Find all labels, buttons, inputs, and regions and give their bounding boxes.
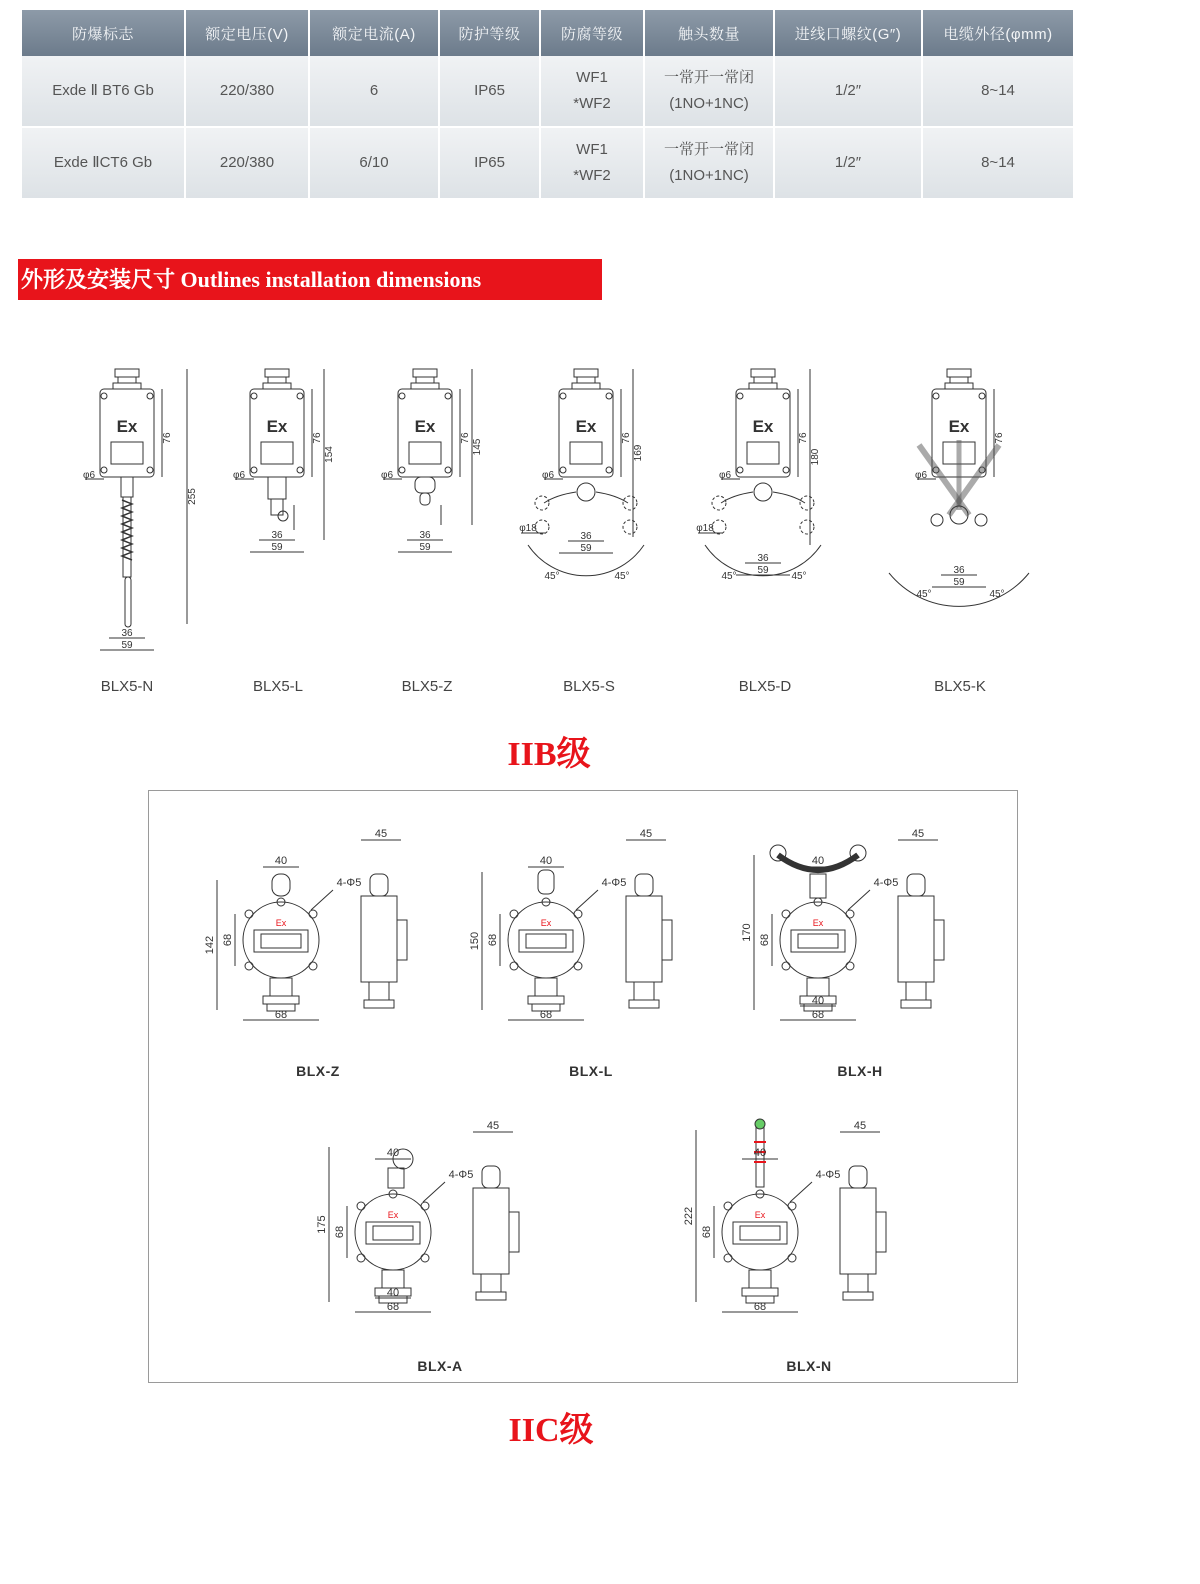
bolt [606,393,612,399]
dim-label: 45 [486,1120,500,1132]
contacts-line: (1NO+1NC) [669,167,749,184]
dim-label: 76 [162,432,173,444]
dim-label: 76 [621,432,632,444]
outline [420,493,430,505]
outline [268,477,286,499]
dim-label: 40 [274,855,288,867]
dim-label: φ6 [914,470,928,481]
anticorrosion-line: *WF2 [573,167,611,184]
header-cell: 电缆外径(φmm) [922,10,1073,56]
outline [754,377,772,383]
outline [115,369,139,377]
bolt [445,393,451,399]
outline [268,377,286,383]
ex-mark: Ex [540,918,552,928]
grade-label-iib: IIB级 [507,736,591,773]
dim-label: 45° [916,589,932,600]
outline [574,369,598,377]
explosion-mark-cell: Exde ⅡCT6 Gb [22,127,185,198]
bolt [399,467,405,473]
bolt [297,467,303,473]
outline [416,377,434,383]
dim-label: φ18 [519,523,537,534]
dim-label: 68 [759,933,771,947]
dim-label: 76 [798,432,809,444]
switch-drawing-s [519,369,644,582]
dim-label: 154 [324,446,335,463]
dim-label: 45° [791,571,807,582]
dim-label: 255 [187,488,198,505]
model-label-blx5-n: BLX5-N [100,678,154,695]
dim-label: φ6 [82,470,96,481]
dim-label: 76 [460,432,471,444]
roller [535,520,549,534]
dim-label: 68 [487,933,499,947]
bolt [101,393,107,399]
outline [950,377,968,383]
roller [577,483,595,501]
dim-label: 40 [753,1147,767,1159]
dim-label: 36 [580,531,592,542]
ex-mark: Ex [575,417,597,436]
roller [975,514,987,526]
bolt [147,393,153,399]
dim-label: 59 [757,565,769,576]
bolt [147,467,153,473]
dim-label: 36 [953,565,965,576]
dim-label: 180 [810,448,821,466]
dim-label: 36 [419,530,431,541]
outline [263,383,291,389]
ex-mark: Ex [387,1210,399,1220]
model-label-blx5-k: BLX5-K [934,678,986,695]
ip-cell: IP65 [439,56,540,127]
roller [712,496,726,510]
outline [413,369,437,377]
thread-cell: 1/2″ [774,56,922,127]
model-label-blx5-l: BLX5-L [252,678,304,695]
dim-label: 45° [544,571,560,582]
dim-label: 59 [271,542,283,553]
ex-mark: Ex [812,918,824,928]
current-cell: 6 [309,56,439,127]
dim-label: 68 [701,1225,713,1239]
dim-label: 59 [580,543,592,554]
bolt [783,393,789,399]
dim-label: 170 [741,923,753,942]
outline [572,383,600,389]
dim-label: 68 [386,1301,400,1313]
dim-label: 45 [639,828,653,840]
outline [271,499,283,515]
dim-label: φ18 [696,523,714,534]
dim-label: 4-Φ5 [601,877,627,889]
outline [113,383,141,389]
dim-label: 40 [811,855,825,867]
dim-label: φ6 [232,470,246,481]
header-cell: 触头数量 [644,10,774,56]
dim-label: 76 [312,432,323,444]
outline [118,377,136,383]
outline [749,383,777,389]
model-label-blx5-d: BLX5-D [738,678,792,695]
dim-label: 45 [853,1120,867,1132]
outline [945,383,973,389]
dim-label: 68 [334,1225,346,1239]
dim-label: 175 [316,1215,328,1234]
cable-cell: 8~14 [922,56,1073,127]
dim-label: 45° [614,571,630,582]
voltage-cell: 220/380 [185,127,309,198]
header-cell: 额定电流(A) [309,10,439,56]
bolt [445,467,451,473]
dim-label: 45 [374,828,388,840]
roller [754,483,772,501]
dim-label: 68 [539,1009,553,1021]
outline [125,577,131,627]
roller [800,520,814,534]
outline [751,369,775,377]
roller [623,520,637,534]
dim-label: 59 [953,577,965,588]
dim-label: 150 [469,931,481,951]
bolt [560,467,566,473]
model-label-blx-l: BLX-L [569,1063,613,1079]
outline [747,442,779,464]
dim-label: φ6 [718,470,732,481]
bolt [297,393,303,399]
roller [712,520,726,534]
section-title-banner: 外形及安装尺寸 Outlines installation dimensions [18,259,602,300]
explosion-mark-cell: Exde Ⅱ BT6 Gb [22,56,185,127]
dim-label: 145 [472,438,483,456]
dim-label: 68 [811,1009,825,1021]
dim-label: 59 [419,542,431,553]
header-cell: 防爆标志 [22,10,185,56]
model-label-blx5-z: BLX5-Z [401,678,453,695]
anticorrosion-line: WF1 [576,141,608,158]
dim-label: 4-Φ5 [873,877,899,889]
dim-label: φ6 [541,470,555,481]
header-cell: 防护等级 [439,10,540,56]
current-cell: 6/10 [309,127,439,198]
dim-label: 76 [994,432,1005,444]
outline [261,442,293,464]
roller [535,496,549,510]
dim-label: 222 [683,1206,695,1226]
switch-drawing-d [696,369,821,582]
anticorrosion-line: WF1 [576,69,608,86]
header-cell: 额定电压(V) [185,10,309,56]
dim-label: φ6 [380,470,394,481]
outline [947,369,971,377]
switch-drawing-z [381,369,483,553]
bolt [783,467,789,473]
dim-label: 36 [121,628,133,639]
bolt [606,467,612,473]
dim-label: 40 [811,995,825,1007]
bolt [560,393,566,399]
switch-drawing-k [889,369,1029,606]
ex-mark: Ex [752,417,774,436]
dim-label: 45° [989,589,1005,600]
bolt [101,467,107,473]
ex-mark: Ex [948,417,970,436]
dim-label: 59 [121,640,133,651]
contacts-line: (1NO+1NC) [669,95,749,112]
iic-drawing-frame [148,790,1018,1383]
switch-drawing-n [83,369,198,651]
bolt [251,467,257,473]
voltage-cell: 220/380 [185,56,309,127]
dim-label: 4-Φ5 [448,1169,474,1181]
model-label-blx-h: BLX-H [837,1063,883,1079]
header-cell: 防腐等级 [540,10,644,56]
roller [931,514,943,526]
contacts-line: 一常开一常闭 [663,69,754,86]
bolt [979,393,985,399]
bolt [251,393,257,399]
contacts-line: 一常开一常闭 [663,141,754,158]
roller [623,496,637,510]
outline [415,477,435,493]
dim-label: 36 [271,530,283,541]
dim-label: 40 [386,1147,400,1159]
dim-label: 4-Φ5 [815,1169,841,1181]
dim-label: 40 [386,1287,400,1299]
grade-label-iic: IIC级 [508,1412,594,1449]
outline [570,442,602,464]
anticorrosion-line: *WF2 [573,95,611,112]
cable-cell: 8~14 [922,127,1073,198]
dim-label: 68 [274,1009,288,1021]
ex-mark: Ex [754,1210,766,1220]
model-label-blx-a: BLX-A [417,1358,463,1374]
dim-label: 68 [222,933,234,947]
dim-label: 169 [633,444,644,462]
outline [121,477,133,497]
bolt [933,393,939,399]
ex-mark: Ex [275,918,287,928]
model-label-blx-n: BLX-N [786,1358,832,1374]
ip-cell: IP65 [439,127,540,198]
dim-label: 142 [204,935,216,955]
outline [111,442,143,464]
dim-label: 4-Φ5 [336,877,362,889]
bolt [399,393,405,399]
bolt [737,467,743,473]
outline [265,369,289,377]
ex-mark: Ex [414,417,436,436]
thread-cell: 1/2″ [774,127,922,198]
bolt [737,393,743,399]
dim-label: 36 [757,553,769,564]
outline [411,383,439,389]
outline [409,442,441,464]
dim-label: 68 [753,1301,767,1313]
header-cell: 进线口螺纹(G″) [774,10,922,56]
model-label-blx5-s: BLX5-S [563,678,615,695]
outline [577,377,595,383]
dim-label: 45 [911,828,925,840]
ex-mark: Ex [116,417,138,436]
dim-label: 45° [721,571,737,582]
switch-drawing-l [233,369,335,553]
ex-mark: Ex [266,417,288,436]
roller [800,496,814,510]
dim-label: 40 [539,855,553,867]
model-label-blx-z: BLX-Z [296,1063,340,1079]
